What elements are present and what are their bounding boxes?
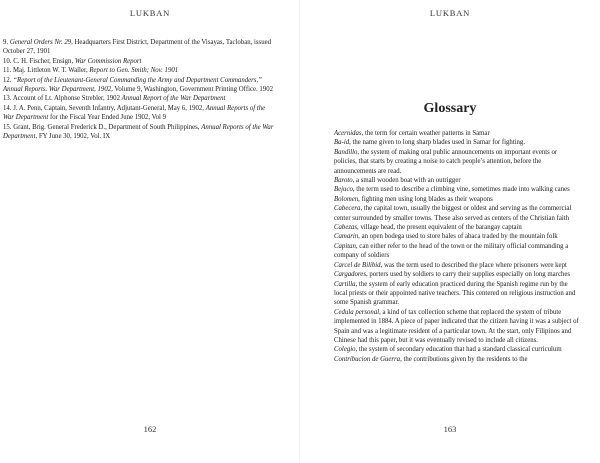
endnote-text: for the Fiscal Year Ended June 1902, Vol 9: [48, 114, 166, 122]
endnote-title-text: Annual Reports of the War Department: [3, 123, 274, 141]
endnote-number: 12.: [3, 76, 12, 84]
endnote: [3, 66, 275, 75]
glossary-definition: , the system of early education practiced during the Spanish regime run by the local priests or their appointed native teachers. This centered on religious instruction and some Spanish grammar.: [334, 280, 576, 307]
glossary-entry: [334, 308, 580, 346]
page-number-left: 162: [143, 424, 157, 434]
endnote: [3, 38, 275, 57]
glossary-definition: , porters used by soldiers to carry their supplies especially on long marches: [365, 271, 571, 279]
glossary-definition: , a small wooden boat with an outrigger: [352, 177, 461, 185]
running-head-right: LUKBAN: [429, 8, 471, 18]
glossary-list: [334, 129, 580, 364]
glossary-definition: , the system of making oral public announcements on important events or policies, that starts by creating a noise to catch people’s attention, before the announcements are read.: [334, 148, 558, 175]
glossary-term: Ba-id: [334, 139, 350, 147]
glossary-term: Contribucion de Guerra: [334, 355, 401, 363]
glossary-definition: , the term for certain weather patterns in Samar: [361, 130, 490, 137]
glossary-entry: [334, 185, 580, 194]
glossary-definition: , can either refer to the head of the town or the military official commanding a company of soldiers: [334, 242, 569, 260]
glossary-term: Cartilla: [334, 280, 356, 288]
glossary-entry: [334, 195, 580, 204]
endnote-number: 13.: [3, 95, 12, 103]
glossary-entry: [334, 204, 580, 223]
endnote-title-text: War Commission Report: [74, 57, 142, 65]
glossary-term: Cedula personal: [334, 308, 380, 316]
glossary-term: Bandillo: [334, 148, 358, 156]
glossary-term: Bolomen: [334, 195, 359, 203]
glossary-entry: [334, 355, 580, 364]
endnote-text: , FY June 30, 1902, Vol. IX: [35, 133, 111, 141]
endnote-text: Volume 9, Washington, Government Printing Office. 1902: [112, 86, 274, 94]
endnote-number: 14.: [3, 104, 12, 112]
glossary-definition: , the name given to long sharp blades used in Samar for fighting.: [349, 139, 526, 147]
glossary-term: Cargadores: [334, 271, 366, 279]
endnote: [3, 123, 275, 142]
endnote-number: 9.: [3, 39, 9, 46]
endnote: [3, 94, 275, 103]
glossary-title: Glossary: [423, 101, 477, 116]
glossary-entry: [334, 345, 580, 354]
glossary-entry: [334, 176, 580, 185]
endnote-number: 11.: [3, 67, 12, 75]
endnote-text: Grant, Brig. General Frederick D., Department of South Philippines,: [13, 123, 202, 131]
glossary-definition: , the term used to describe a climbing vine, sometimes made into walking canes: [352, 186, 570, 194]
endnote: [3, 76, 275, 95]
glossary-entry: [334, 280, 580, 308]
glossary-entry: [334, 138, 580, 147]
glossary-definition: , was the term used to described the place where prisoners were kept: [380, 261, 567, 269]
endnote-text: J. A. Penn, Captain, Seventh Infantry, Adjutant-General, May 6, 1902,: [13, 104, 206, 112]
right-page: [300, 0, 600, 463]
glossary-definition: , the capital town, usually the biggest or oldest and serving as the commercial center surrounded by smaller towns. These also served as centers of the Christian faith: [334, 205, 572, 222]
glossary-term: Cabezas: [334, 224, 358, 232]
glossary-entry: [334, 232, 580, 241]
endnote-title-text: General Orders Nr. 29: [9, 39, 72, 46]
endnote-text: Maj. Littleton W. T. Waller,: [12, 67, 90, 75]
endnote: [3, 57, 275, 66]
glossary-term: Capitan: [334, 242, 356, 250]
glossary-term: Cabecera: [334, 205, 361, 213]
endnote-title-text: “Report of the Lieutenant-General Commanding the Army and Department Commanders,” Annual Reports. War Department, 1902,: [3, 76, 262, 94]
glossary-entry: [334, 223, 580, 232]
glossary-term: Baroto: [334, 177, 353, 185]
glossary-term: Colegio: [334, 346, 356, 354]
endnote-title-text: Report to Gen. Smith; Nov. 1901: [89, 67, 179, 75]
glossary-definition: , fighting men using long blades as their weapons: [358, 195, 493, 203]
endnote-number: 15.: [3, 123, 12, 131]
glossary-term: Acernidas: [334, 130, 362, 137]
endnotes-list: [3, 38, 275, 141]
glossary-term: Bejuco: [334, 186, 353, 194]
endnote: [3, 104, 275, 123]
glossary-definition: , an open bodega used to store bales of abaca traded by the mountain folk: [358, 233, 558, 241]
glossary-definition: , the system of secondary education that had a standard classical curriculum: [355, 346, 562, 354]
running-head-left: LUKBAN: [129, 8, 171, 18]
endnote-number: 10.: [3, 57, 12, 65]
endnote-text: , Headquarters First District, Department of the Visayas, Tacloban, issued October 27, 1901: [3, 39, 272, 56]
glossary-entry: [334, 242, 580, 261]
glossary-entry: [334, 261, 580, 270]
glossary-entry: [334, 129, 580, 138]
glossary-term: Carcel de Bilibid: [334, 261, 381, 269]
endnote-title-text: Annual Report of the War Department: [121, 95, 226, 103]
endnote-title-text: Annual Reports of the War Department: [3, 104, 266, 122]
endnote-text: Account of Lt. Alphonse Strebler, 1902: [12, 95, 122, 103]
glossary-term: Camarin: [334, 233, 359, 241]
glossary-entry: [334, 270, 580, 279]
glossary-definition: , the contributions given by the residents to the: [400, 355, 528, 363]
glossary-entry: [334, 148, 580, 176]
glossary-definition: , village head, the present equivalent of the barangay captain: [357, 224, 522, 232]
page-number-right: 163: [443, 424, 457, 434]
glossary-definition: , a kind of tax collection scheme that replaced the system of tribute implemented in 1884. A piece of paper indicated that the citizen having it was a subject of Spain and was a legitimate resident of a particular town. At the start, only Filipinos and Chinese had this paper, but it was eventually revised to include all citizens.: [334, 308, 579, 344]
endnote-text: C. H. Fischer, Ensign,: [13, 57, 75, 65]
